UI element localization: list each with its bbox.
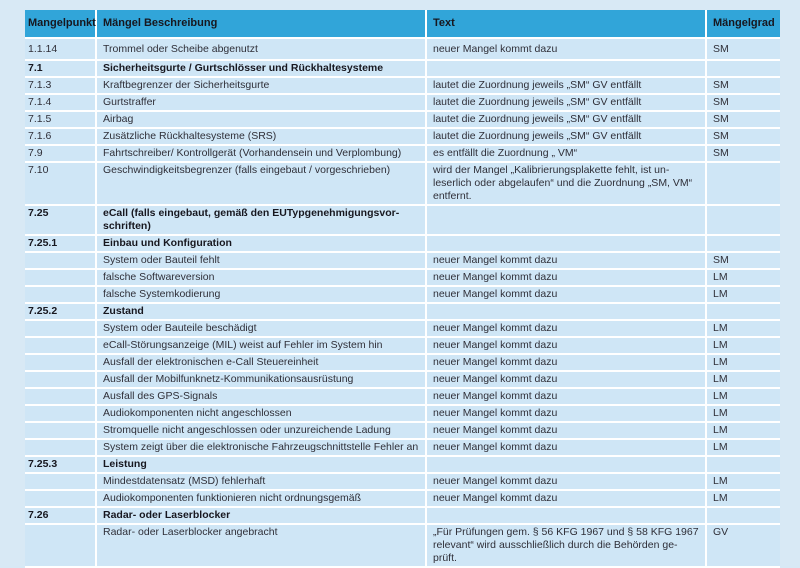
table-row xyxy=(25,474,780,491)
maengel-table-container xyxy=(25,10,780,568)
cell-maengelgrad xyxy=(707,163,780,206)
cell-maengelgrad: LM xyxy=(707,355,780,372)
cell-mangelpunkt xyxy=(25,355,97,372)
cell-text: neuer Mangel kommt dazu xyxy=(427,474,707,491)
cell-maengelgrad: SM xyxy=(707,39,780,61)
cell-text: neuer Mangel kommt dazu xyxy=(427,253,707,270)
cell-mangelpunkt xyxy=(25,474,97,491)
cell-text: lautet die Zuordnung jeweils „SM“ GV entfällt xyxy=(427,112,707,129)
table-row xyxy=(25,270,780,287)
cell-beschreibung: Einbau und Konfiguration xyxy=(97,236,427,253)
cell-beschreibung: System oder Bauteil fehlt xyxy=(97,253,427,270)
cell-mangelpunkt xyxy=(25,525,97,568)
table-row xyxy=(25,78,780,95)
table-row xyxy=(25,61,780,78)
cell-maengelgrad: SM xyxy=(707,129,780,146)
cell-text: neuer Mangel kommt dazu xyxy=(427,338,707,355)
table-row xyxy=(25,253,780,270)
cell-maengelgrad: SM xyxy=(707,78,780,95)
cell-mangelpunkt xyxy=(25,440,97,457)
cell-beschreibung: Kraftbegrenzer der Sicherheitsgurte xyxy=(97,78,427,95)
cell-beschreibung: Stromquelle nicht angeschlossen oder unzureichende Ladung xyxy=(97,423,427,440)
cell-text: es entfällt die Zuordnung „ VM“ xyxy=(427,146,707,163)
cell-beschreibung: Radar- oder Laserblocker xyxy=(97,508,427,525)
cell-beschreibung: Ausfall des GPS-Signals xyxy=(97,389,427,406)
table-row xyxy=(25,440,780,457)
cell-beschreibung: eCall (falls eingebaut, gemäß den EUTypgenehmigungsvor-schriften) xyxy=(97,206,427,236)
table-row xyxy=(25,129,780,146)
cell-beschreibung: Gurtstraffer xyxy=(97,95,427,112)
cell-maengelgrad xyxy=(707,236,780,253)
cell-mangelpunkt xyxy=(25,491,97,508)
table-row xyxy=(25,457,780,474)
cell-text xyxy=(427,236,707,253)
cell-mangelpunkt: 1.1.14 xyxy=(25,39,97,61)
cell-beschreibung: Ausfall der Mobilfunknetz-Kommunikationsausrüstung xyxy=(97,372,427,389)
table-row xyxy=(25,112,780,129)
cell-mangelpunkt xyxy=(25,372,97,389)
cell-text: neuer Mangel kommt dazu xyxy=(427,440,707,457)
cell-maengelgrad: LM xyxy=(707,440,780,457)
cell-beschreibung: Geschwindigkeitsbegrenzer (falls eingebaut / vorgeschrieben) xyxy=(97,163,427,206)
cell-beschreibung: Fahrtschreiber/ Kontrollgerät (Vorhandensein und Verplombung) xyxy=(97,146,427,163)
cell-beschreibung: Leistung xyxy=(97,457,427,474)
table-row xyxy=(25,406,780,423)
table-row xyxy=(25,206,780,236)
cell-text: neuer Mangel kommt dazu xyxy=(427,423,707,440)
cell-mangelpunkt xyxy=(25,287,97,304)
cell-mangelpunkt xyxy=(25,270,97,287)
cell-mangelpunkt xyxy=(25,389,97,406)
cell-maengelgrad: LM xyxy=(707,372,780,389)
cell-maengelgrad: SM xyxy=(707,95,780,112)
cell-maengelgrad xyxy=(707,508,780,525)
cell-maengelgrad: LM xyxy=(707,270,780,287)
cell-mangelpunkt: 7.25.3 xyxy=(25,457,97,474)
cell-beschreibung: System oder Bauteile beschädigt xyxy=(97,321,427,338)
cell-maengelgrad: LM xyxy=(707,474,780,491)
cell-mangelpunkt: 7.1.5 xyxy=(25,112,97,129)
cell-beschreibung: Radar- oder Laserblocker angebracht xyxy=(97,525,427,568)
cell-maengelgrad: LM xyxy=(707,287,780,304)
cell-maengelgrad: SM xyxy=(707,253,780,270)
cell-text: „Für Prüfungen gem. § 56 KFG 1967 und § 58 KFG 1967 relevant“ wird ausschließlich durch die Behörden ge-prüft. xyxy=(427,525,707,568)
cell-mangelpunkt xyxy=(25,338,97,355)
cell-maengelgrad: SM xyxy=(707,146,780,163)
cell-mangelpunkt: 7.25 xyxy=(25,206,97,236)
cell-mangelpunkt: 7.1.4 xyxy=(25,95,97,112)
cell-text: lautet die Zuordnung jeweils „SM“ GV entfällt xyxy=(427,95,707,112)
cell-text: neuer Mangel kommt dazu xyxy=(427,406,707,423)
table-row xyxy=(25,236,780,253)
cell-beschreibung: Trommel oder Scheibe abgenutzt xyxy=(97,39,427,61)
cell-beschreibung: falsche Systemkodierung xyxy=(97,287,427,304)
column-header-mangelpunkt: Mangelpunkt xyxy=(25,10,97,39)
cell-maengelgrad: LM xyxy=(707,406,780,423)
table-row xyxy=(25,508,780,525)
column-header-maengel-beschreibung: Mängel Beschreibung xyxy=(97,10,427,39)
cell-mangelpunkt: 7.1.3 xyxy=(25,78,97,95)
cell-beschreibung: Audiokomponenten nicht angeschlossen xyxy=(97,406,427,423)
cell-text: neuer Mangel kommt dazu xyxy=(427,355,707,372)
cell-beschreibung: Ausfall der elektronischen e-Call Steuereinheit xyxy=(97,355,427,372)
cell-beschreibung: Zusätzliche Rückhaltesysteme (SRS) xyxy=(97,129,427,146)
cell-maengelgrad: GV xyxy=(707,525,780,568)
cell-maengelgrad: SM xyxy=(707,112,780,129)
cell-beschreibung: Audiokomponenten funktionieren nicht ordnungsgemäß xyxy=(97,491,427,508)
column-header-maengelgrad: Mängelgrad xyxy=(707,10,780,39)
cell-mangelpunkt: 7.25.2 xyxy=(25,304,97,321)
cell-maengelgrad xyxy=(707,304,780,321)
table-row xyxy=(25,321,780,338)
cell-mangelpunkt: 7.9 xyxy=(25,146,97,163)
cell-text: neuer Mangel kommt dazu xyxy=(427,389,707,406)
cell-text: neuer Mangel kommt dazu xyxy=(427,372,707,389)
table-body xyxy=(25,39,780,568)
table-row xyxy=(25,39,780,61)
table-row xyxy=(25,163,780,206)
cell-maengelgrad: LM xyxy=(707,321,780,338)
cell-text xyxy=(427,206,707,236)
cell-maengelgrad: LM xyxy=(707,338,780,355)
cell-mangelpunkt xyxy=(25,253,97,270)
cell-mangelpunkt xyxy=(25,321,97,338)
table-row xyxy=(25,304,780,321)
cell-text: lautet die Zuordnung jeweils „SM“ GV entfällt xyxy=(427,78,707,95)
table-header-row xyxy=(25,10,780,39)
cell-mangelpunkt xyxy=(25,423,97,440)
cell-beschreibung: Airbag xyxy=(97,112,427,129)
cell-maengelgrad: LM xyxy=(707,423,780,440)
cell-text: neuer Mangel kommt dazu xyxy=(427,287,707,304)
cell-beschreibung: Zustand xyxy=(97,304,427,321)
column-header-text: Text xyxy=(427,10,707,39)
cell-mangelpunkt xyxy=(25,406,97,423)
cell-beschreibung: Sicherheitsgurte / Gurtschlösser und Rückhaltesysteme xyxy=(97,61,427,78)
cell-text xyxy=(427,61,707,78)
table-row xyxy=(25,372,780,389)
table-row xyxy=(25,287,780,304)
table-row xyxy=(25,423,780,440)
table-row xyxy=(25,355,780,372)
cell-text: lautet die Zuordnung jeweils „SM“ GV entfällt xyxy=(427,129,707,146)
cell-beschreibung: falsche Softwareversion xyxy=(97,270,427,287)
cell-text: neuer Mangel kommt dazu xyxy=(427,491,707,508)
cell-mangelpunkt: 7.26 xyxy=(25,508,97,525)
cell-text: neuer Mangel kommt dazu xyxy=(427,39,707,61)
table-row xyxy=(25,338,780,355)
cell-mangelpunkt: 7.1 xyxy=(25,61,97,78)
cell-text: neuer Mangel kommt dazu xyxy=(427,270,707,287)
cell-text xyxy=(427,508,707,525)
cell-mangelpunkt: 7.10 xyxy=(25,163,97,206)
cell-beschreibung: eCall-Störungsanzeige (MIL) weist auf Fehler im System hin xyxy=(97,338,427,355)
cell-text: wird der Mangel „Kalibrierungsplakette fehlt, ist un-leserlich oder abgelaufen“ und die Zuordnung „SM, VM“ entfernt. xyxy=(427,163,707,206)
cell-mangelpunkt: 7.1.6 xyxy=(25,129,97,146)
cell-beschreibung: System zeigt über die elektronische Fahrzeugschnittstelle Fehler an xyxy=(97,440,427,457)
maengel-table xyxy=(25,10,780,568)
cell-maengelgrad: LM xyxy=(707,389,780,406)
cell-mangelpunkt: 7.25.1 xyxy=(25,236,97,253)
cell-maengelgrad xyxy=(707,206,780,236)
table-row xyxy=(25,146,780,163)
cell-maengelgrad: LM xyxy=(707,491,780,508)
cell-text xyxy=(427,457,707,474)
cell-beschreibung: Mindestdatensatz (MSD) fehlerhaft xyxy=(97,474,427,491)
cell-text xyxy=(427,304,707,321)
cell-maengelgrad xyxy=(707,61,780,78)
table-row xyxy=(25,525,780,568)
table-row xyxy=(25,95,780,112)
table-row xyxy=(25,491,780,508)
cell-maengelgrad xyxy=(707,457,780,474)
table-row xyxy=(25,389,780,406)
cell-text: neuer Mangel kommt dazu xyxy=(427,321,707,338)
